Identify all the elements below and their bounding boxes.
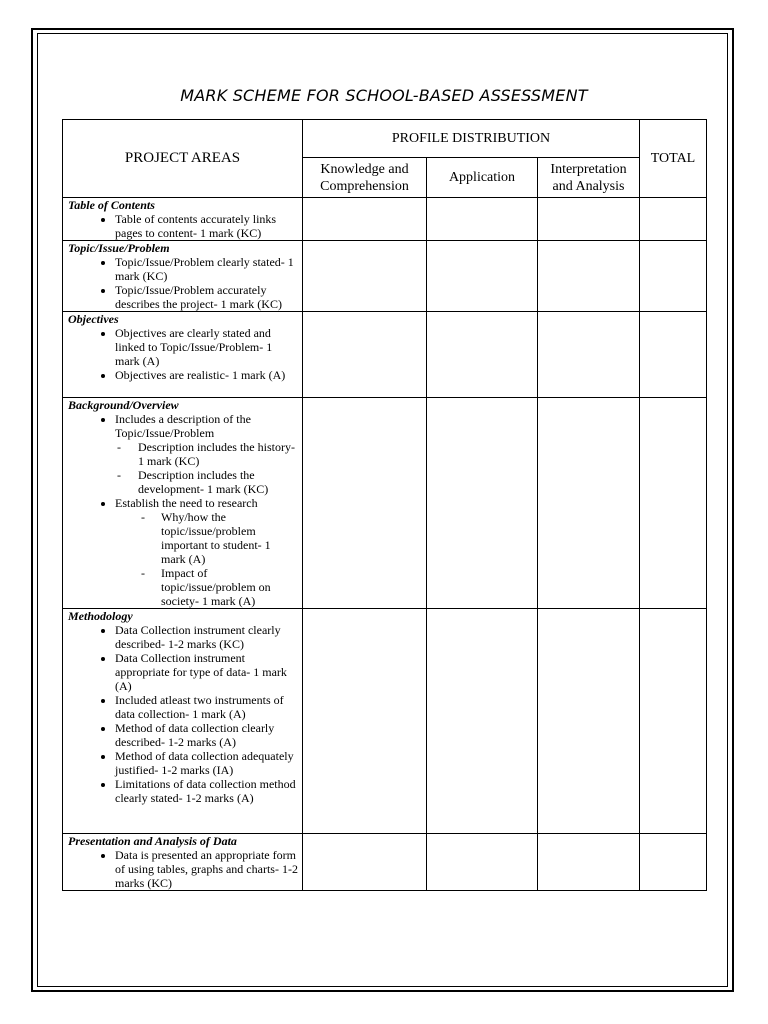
criterion-item: • Includes a description of the Topic/Issue/Problem - Description includes the history- 1 mark (KC) - Description includes the development- 1 mark (KC) — [115, 412, 298, 496]
table-row — [63, 609, 707, 834]
score-cell-total — [640, 398, 707, 609]
area-title: Presentation and Analysis of Data — [68, 834, 237, 848]
sub-criterion-item: - Description includes the development- 1 mark (KC) — [115, 468, 298, 496]
criterion-item: • Limitations of data collection method clearly stated- 1-2 marks (A) — [115, 777, 298, 805]
criterion-item: • Topic/Issue/Problem accurately describes the project- 1 mark (KC) — [115, 283, 298, 311]
score-cell-ia — [538, 312, 640, 398]
criterion-item: • Data Collection instrument clearly described- 1-2 marks (KC) — [115, 623, 298, 651]
criterion-item: • Establish the need to research - Why/how the topic/issue/problem important to student- 1 mark (A) - Impact of topic/issue/problem on society- 1 mark (A) — [115, 496, 298, 608]
score-cell-ia — [538, 398, 640, 609]
score-cell-ia — [538, 834, 640, 891]
area-title: Methodology — [68, 609, 133, 623]
score-cell-ia — [538, 198, 640, 241]
criterion-item: • Method of data collection adequately justified- 1-2 marks (IA) — [115, 749, 298, 777]
header-interpretation-analysis: Interpretation and Analysis — [538, 158, 640, 198]
mark-scheme-table — [62, 119, 707, 891]
score-cell-a — [427, 834, 538, 891]
sub-criterion-item: - Impact of topic/issue/problem on society- 1 mark (A) — [115, 566, 298, 608]
area-title: Table of Contents — [68, 198, 155, 212]
score-cell-ia — [538, 241, 640, 312]
table-row — [63, 398, 707, 609]
area-methodology — [63, 609, 303, 834]
criterion-item: • Topic/Issue/Problem clearly stated- 1 mark (KC) — [115, 255, 298, 283]
score-cell-kc — [303, 241, 427, 312]
header-knowledge-comprehension: Knowledge and Comprehension — [303, 158, 427, 198]
score-cell-ia — [538, 609, 640, 834]
score-cell-a — [427, 609, 538, 834]
criterion-item: • Method of data collection clearly described- 1-2 marks (A) — [115, 721, 298, 749]
area-title: Topic/Issue/Problem — [68, 241, 170, 255]
criterion-item: • Table of contents accurately links pages to content- 1 mark (KC) — [115, 212, 298, 240]
area-title: Background/Overview — [68, 398, 179, 412]
area-objectives — [63, 312, 303, 398]
criterion-item: • Objectives are realistic- 1 mark (A) — [115, 368, 298, 382]
area-table-of-contents — [63, 198, 303, 241]
sub-criterion-item: - Description includes the history- 1 mark (KC) — [115, 440, 298, 468]
score-cell-kc — [303, 198, 427, 241]
area-presentation-analysis — [63, 834, 303, 891]
table-row — [63, 241, 707, 312]
header-application: Application — [427, 158, 538, 198]
criterion-item: • Data Collection instrument appropriate for type of data- 1 mark (A) — [115, 651, 298, 693]
score-cell-kc — [303, 398, 427, 609]
criterion-item: • Included atleast two instruments of data collection- 1 mark (A) — [115, 693, 298, 721]
score-cell-a — [427, 198, 538, 241]
score-cell-total — [640, 198, 707, 241]
area-topic-issue-problem — [63, 241, 303, 312]
score-cell-kc — [303, 312, 427, 398]
score-cell-total — [640, 834, 707, 891]
header-total: TOTAL — [640, 120, 707, 198]
criterion-item: • Objectives are clearly stated and linked to Topic/Issue/Problem- 1 mark (A) — [115, 326, 298, 368]
score-cell-total — [640, 609, 707, 834]
score-cell-a — [427, 241, 538, 312]
header-profile-distribution: PROFILE DISTRIBUTION — [303, 120, 640, 158]
score-cell-kc — [303, 834, 427, 891]
table-row — [63, 834, 707, 891]
table-row — [63, 198, 707, 241]
table-row — [63, 312, 707, 398]
document-title: MARK SCHEME FOR SCHOOL-BASED ASSESSMENT — [180, 86, 588, 105]
score-cell-a — [427, 398, 538, 609]
score-cell-a — [427, 312, 538, 398]
sub-criterion-item: - Why/how the topic/issue/problem important to student- 1 mark (A) — [115, 510, 298, 566]
score-cell-total — [640, 241, 707, 312]
score-cell-total — [640, 312, 707, 398]
criterion-item: • Data is presented an appropriate form of using tables, graphs and charts- 1-2 marks (KC) — [115, 848, 298, 890]
score-cell-kc — [303, 609, 427, 834]
area-title: Objectives — [68, 312, 119, 326]
header-project-areas: PROJECT AREAS — [63, 120, 303, 198]
area-background-overview — [63, 398, 303, 609]
